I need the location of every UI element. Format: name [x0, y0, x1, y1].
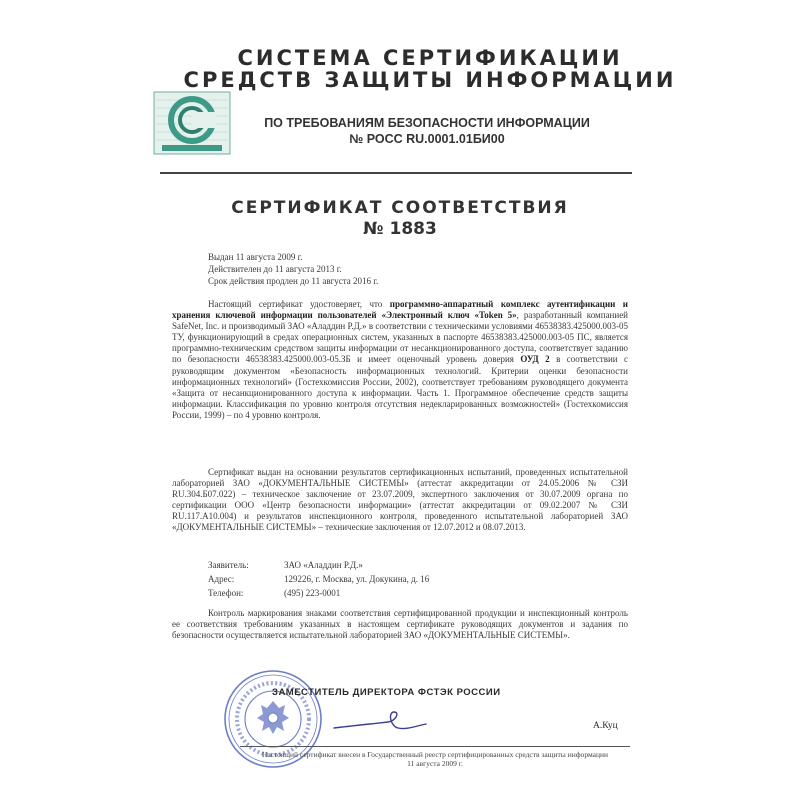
phone-label: Телефон:	[208, 588, 244, 598]
certification-emblem-icon	[152, 90, 232, 156]
phone-row	[208, 588, 340, 598]
control-paragraph: Контроль маркирования знаками соответствия сертифицированной продукции и инспекционный контроль ее соответствия требованиям указанных в настоящем сертификате руководящих документов и задания по безопасности осуществляется испытательной лабораторией ЗАО «ДОКУМЕНТАЛЬНЫЕ СИСТЕМЫ».	[172, 608, 628, 641]
product-name: программно-аппаратный комплекс аутентификации и хранения ключевой информации пользователей «Электронный ключ «Token 5»	[172, 299, 628, 321]
applicant-row	[208, 560, 363, 570]
system-title-line1: СИСТЕМА СЕРТИФИКАЦИИ	[237, 46, 623, 70]
certification-paragraph	[172, 299, 628, 421]
certificate-number: № 1883	[363, 219, 437, 239]
paragraph1-intro: Настоящий сертификат удостоверяет, что	[208, 299, 390, 309]
phone-value: (495) 223-0001	[284, 588, 341, 598]
issued-date: Выдан 11 августа 2009 г.	[208, 252, 303, 262]
registry-number: № РОСС RU.0001.01БИ00	[349, 132, 505, 146]
applicant-label: Заявитель:	[208, 560, 249, 570]
address-label: Адрес:	[208, 574, 235, 584]
handwritten-signature-icon	[330, 706, 430, 736]
basis-paragraph: Сертификат выдан на основании результатов сертификационных испытаний, проведенных испытательной лабораторией ЗАО «ДОКУМЕНТАЛЬНЫЕ СИСТЕМЫ» (аттестат аккредитации от 24.05.2006 № СЗИ RU.304.Б07.022) – техническое заключение от 23.07.2009, экспертного заключения от 30.07.2009 органа по сертификации ООО «Центр безопасности информации» (аттестат аккредитации от 09.02.2007 № СЗИ RU.117.А10.004) и результатов инспекционного контроля, проведенного испытательной лабораторией ЗАО «ДОКУМЕНТАЛЬНЫЕ СИСТЕМЫ» – технические заключения от 12.07.2012 и 08.07.2013.	[172, 467, 628, 533]
signatory-position: ЗАМЕСТИТЕЛЬ ДИРЕКТОРА ФСТЭК РОССИИ	[272, 687, 501, 698]
paragraph1-tail: в соответствии с руководящим документом «Безопасность информационных технологий. Критерии оценки безопасности информационных технологий» (Гостехкомиссия России, 2002), соответствует требованиям руководящего документа «Защита от несанкционированного доступа к информации. Часть 1. Программное обеспечение средств защиты информации. Классификация по уровню контроля отсутствия недекларированных возможностей» (Гостехкомиссия России, 1999) – по 4 уровню контроля.	[172, 354, 628, 420]
header-divider	[160, 172, 632, 174]
registry-note: Настоящий сертификат внесен в Государственный реестр сертифицированных средств защиты информации	[261, 750, 609, 759]
paragraph1-body: , разработанный компанией SafeNet, Inc. и производимый ЗАО «Аладдин Р.Д.» в соответствии с техническими условиями 46538383.425000.003-05 ТУ, функционирующий в средах операционных систем, указанных в паспорте 46538383.425000.003-05 ПС, является программно-техническим средством защиты информации от несанкционированного доступа, соответствует заданию по безопасности 46538383.425000.003-05.ЗБ и имеет оценочный уровень доверия	[172, 310, 629, 365]
requirements-line: ПО ТРЕБОВАНИЯМ БЕЗОПАСНОСТИ ИНФОРМАЦИИ	[264, 116, 590, 130]
address-value: 129226, г. Москва, ул. Докукина, д. 16	[284, 574, 430, 584]
system-title-line2: СРЕДСТВ ЗАЩИТЫ ИНФОРМАЦИИ	[183, 68, 677, 92]
extended-date: Срок действия продлен до 11 августа 2016 г.	[208, 276, 379, 286]
certificate-title: СЕРТИФИКАТ СООТВЕТСТВИЯ	[231, 198, 569, 218]
applicant-value: ЗАО «Аладдин Р.Д.»	[284, 560, 363, 570]
address-row	[208, 574, 429, 584]
valid-until-date: Действителен до 11 августа 2013 г.	[208, 264, 342, 274]
footer-divider	[240, 746, 630, 747]
assurance-level: ОУД 2	[520, 354, 550, 365]
signatory-name: А.Куц	[593, 721, 618, 731]
registry-date: 11 августа 2009 г.	[407, 759, 463, 768]
